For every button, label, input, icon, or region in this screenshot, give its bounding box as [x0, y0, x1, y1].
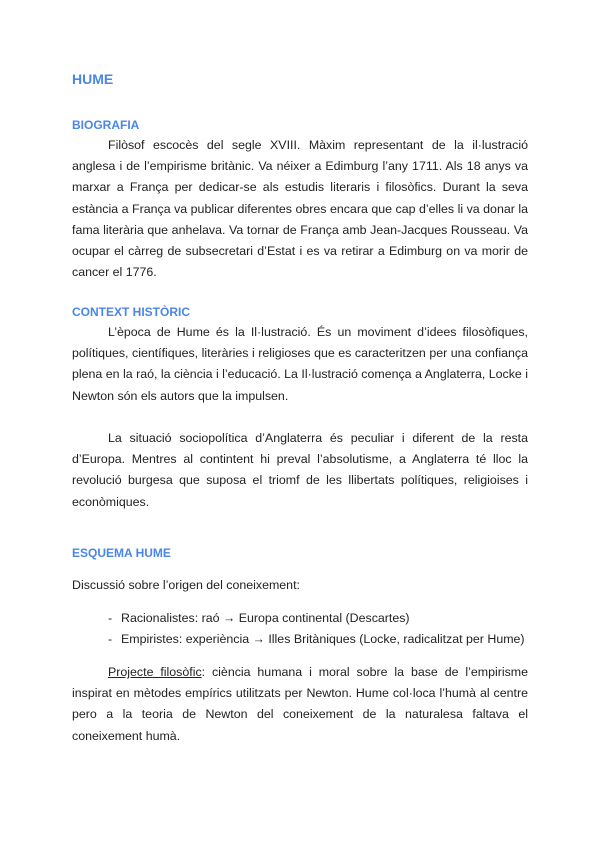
projecte-label: Projecte filosòfic: [108, 665, 202, 679]
context-paragraph-2: La situació sociopolítica d’Anglaterra és peculiar i diferent de la resta d’Europa. Mentres al contintent hi preval l’absolutisme, a Anglaterra té lloc la revolució burgesa que suposa el triomf de les llibertats polítiques, religioises i econòmiques.: [72, 431, 528, 509]
esquema-list: [108, 608, 528, 650]
dash-bullet: -: [108, 632, 113, 647]
heading-esquema-hume: ESQUEMA HUME: [72, 546, 171, 560]
esquema-intro: Discussió sobre l’origen del coneixement:: [72, 578, 300, 592]
context-paragraph-1: L’època de Hume és la Il·lustració. És un moviment d’idees filosòfiques, polítiques, científiques, literàries i religioses que es caracteritzen per una confiança plena en la raó, la ciència i l’educació. La Il·lustració comença a Anglaterra, Locke i Newton són els autors que la impulsen.: [72, 325, 528, 403]
list-item-text: Racionalistes: raó → Europa continental (Descartes): [121, 611, 410, 625]
list-item: [108, 608, 528, 629]
heading-biografia: BIOGRAFIA: [72, 118, 140, 132]
list-item-text: Empiristes: experiència → Illes Britàniques (Locke, radicalitzat per Hume): [121, 632, 525, 647]
document-title: HUME: [72, 71, 114, 87]
heading-context-historic: CONTEXT HISTÒRIC: [72, 305, 191, 319]
projecte-text: : ciència humana i moral sobre la base de l’empirisme inspirat en mètodes empírics utilitzats per Newton. Hume col·loca l’humà al centre pero a la teoria de Newton del coneixement de la naturalesa faltava el coneixement humà.: [72, 665, 528, 743]
biografia-paragraph: Filòsof escocès del segle XVIII. Màxim representant de la il·lustració anglesa i de l’empirisme britànic. Va néixer a Edimburg l’any 1711. Als 18 anys va marxar a França per dedicar-se als estudis literaris i filosòfics. Durant la seva estància a França va publicar diferentes obres encara que cap d’elles li va donar la fama literària que anhelava. Va tornar de França amb Jean-Jacques Rousseau. Va ocupar el càrreg de subsecretari d’Estat i es va retirar a Edimburg on va morir de cancer el 1776.: [72, 138, 528, 280]
list-item: [108, 629, 528, 650]
projecte-paragraph: [72, 662, 528, 747]
dash-bullet: -: [108, 611, 113, 625]
